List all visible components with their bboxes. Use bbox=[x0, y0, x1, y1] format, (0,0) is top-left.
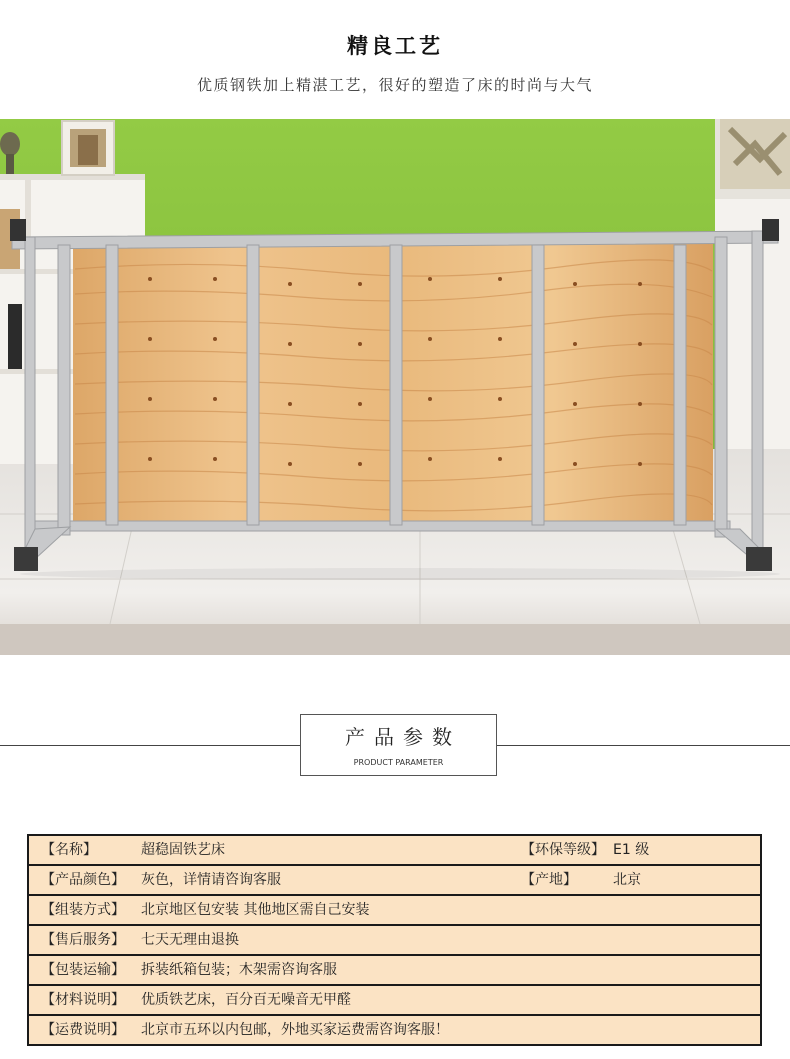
spec-value: 北京 bbox=[613, 872, 641, 888]
spec-label: 【运费说明】 bbox=[41, 1022, 125, 1038]
spec-label: 【产地】 bbox=[521, 872, 577, 888]
spec-row-name bbox=[29, 836, 760, 866]
parameter-title: 产品参数 bbox=[345, 725, 461, 749]
spec-row-material bbox=[29, 986, 760, 1016]
parameter-subtitle: PRODUCT PARAMETER bbox=[353, 758, 444, 767]
spec-value: 超稳固铁艺床 bbox=[141, 842, 225, 858]
spec-label: 【产品颜色】 bbox=[41, 872, 125, 888]
section-title: 精良工艺 bbox=[347, 33, 443, 58]
section-subtitle: 优质钢铁加上精湛工艺，很好的塑造了床的时尚与大气 bbox=[196, 76, 593, 94]
bed-frame-photo bbox=[0, 119, 790, 655]
spec-value: 北京市五环以内包邮，外地买家运费需咨询客服！ bbox=[141, 1022, 449, 1038]
spec-label: 【名称】 bbox=[41, 842, 97, 858]
spec-label: 【环保等级】 bbox=[521, 842, 605, 858]
spec-row-packaging bbox=[29, 956, 760, 986]
spec-value: 拆装纸箱包装；木架需咨询客服 bbox=[141, 962, 337, 978]
spec-row-after-sales bbox=[29, 926, 760, 956]
spec-value: 优质铁艺床，百分百无噪音无甲醛 bbox=[141, 992, 351, 1008]
spec-value: 七天无理由退换 bbox=[141, 932, 239, 948]
spec-row-color bbox=[29, 866, 760, 896]
spec-table bbox=[27, 834, 762, 1046]
spec-value: E1 级 bbox=[613, 842, 650, 858]
spec-label: 【组装方式】 bbox=[41, 902, 125, 918]
spec-label: 【售后服务】 bbox=[41, 932, 125, 948]
spec-value: 灰色，详情请咨询客服 bbox=[141, 872, 281, 888]
parameter-heading-box bbox=[300, 714, 497, 776]
spec-label: 【材料说明】 bbox=[41, 992, 125, 1008]
spec-row-assembly bbox=[29, 896, 760, 926]
spec-row-shipping bbox=[29, 1016, 760, 1046]
spec-label: 【包装运输】 bbox=[41, 962, 125, 978]
spec-value: 北京地区包安装 其他地区需自己安装 bbox=[141, 902, 370, 918]
